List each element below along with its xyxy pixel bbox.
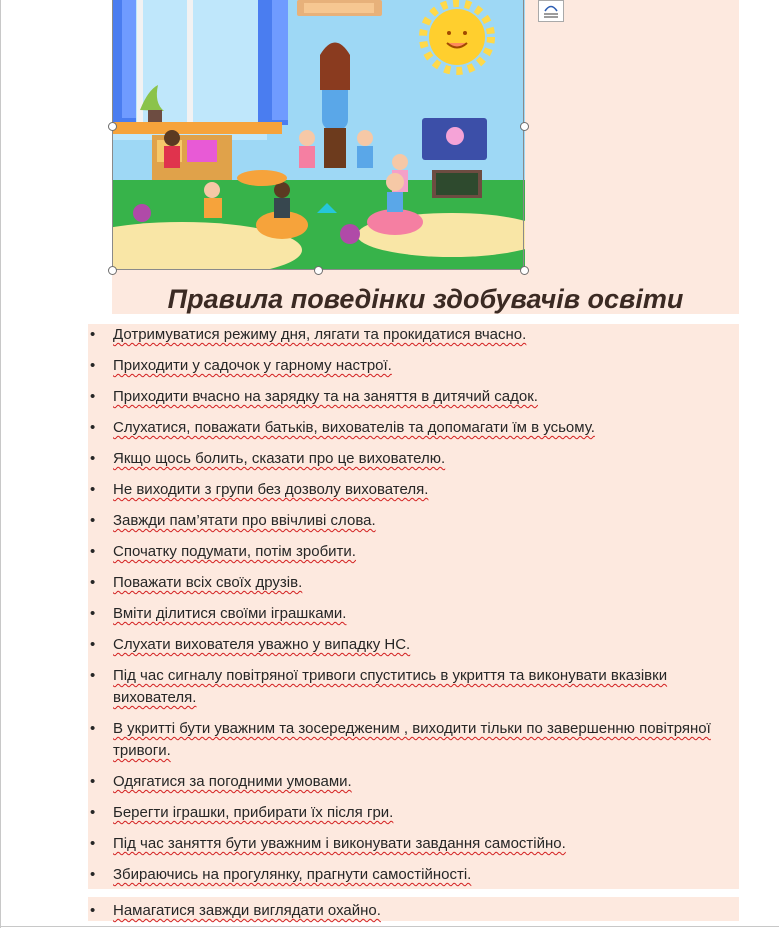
resize-handle-bottom[interactable] (314, 266, 323, 275)
list-item-text: Приходити вчасно на зарядку та на заняття в дитячий садок. (113, 388, 538, 405)
list-item (90, 355, 723, 377)
list-item-text: Намагатися завжди виглядати охайно. (113, 902, 381, 919)
layout-options-button[interactable] (538, 0, 564, 22)
list-item (90, 603, 723, 625)
bullet-icon: • (90, 388, 96, 405)
bullet-icon: • (90, 667, 96, 684)
bullet-icon: • (90, 543, 96, 560)
list-item-text: Поважати всіх своїх друзів. (113, 574, 303, 591)
list-item-text: Під час заняття бути уважним і виконувати завдання самостійно. (113, 835, 566, 852)
page-edge-bottom (0, 926, 779, 927)
list-item (90, 324, 723, 346)
list-item (90, 510, 723, 532)
list-item-text: Вміти ділитися своїми іграшками. (113, 605, 347, 622)
resize-handle-left[interactable] (108, 122, 117, 131)
bullet-icon: • (90, 450, 96, 467)
list-item-text: Під час сигналу повітряної тривоги спуститись в укриття та виконувати вказівки вихователя. (113, 667, 668, 706)
list-item (90, 634, 723, 656)
bullet-icon: • (90, 605, 96, 622)
list-item-text: В укритті бути уважним та зосередженим , виходити тільки по завершенню повітряної тривоги. (113, 720, 711, 759)
bullet-icon: • (90, 481, 96, 498)
list-item (90, 572, 723, 594)
list-item-text: Якщо щось болить, сказати про це вихователю. (113, 450, 446, 467)
list-item (90, 417, 723, 439)
list-item-text: Приходити у садочок у гарному настрої. (113, 357, 392, 374)
list-item (90, 802, 723, 824)
bullet-icon: • (90, 326, 96, 343)
page-title: Правила поведінки здобувачів освіти (167, 284, 684, 314)
resize-handle-bottom-right[interactable] (520, 266, 529, 275)
bullet-icon: • (90, 835, 96, 852)
list-item-text: Спочатку подумати, потім зробити. (113, 543, 356, 560)
list-item (90, 833, 723, 855)
layout-options-icon (539, 1, 563, 21)
bullet-icon: • (90, 357, 96, 374)
list-item (90, 479, 723, 501)
bullet-icon: • (90, 902, 96, 919)
bullet-icon: • (90, 636, 96, 653)
list-item-text: Берегти іграшки, прибирати їх після гри. (113, 804, 394, 821)
bullet-icon: • (90, 866, 96, 883)
list-item (90, 448, 723, 470)
bullet-icon: • (90, 720, 96, 737)
list-item (90, 386, 723, 408)
list-item (90, 665, 723, 709)
page-edge (0, 0, 1, 928)
list-item (90, 541, 723, 563)
resize-handle-right[interactable] (520, 122, 529, 131)
list-item-text: Не виходити з групи без дозволу вихователя. (113, 481, 429, 498)
list-item (90, 718, 723, 762)
bullet-icon: • (90, 804, 96, 821)
list-item-text: Збираючись на прогулянку, прагнути самостійності. (113, 866, 472, 883)
resize-handle-bottom-left[interactable] (108, 266, 117, 275)
rules-list (90, 324, 723, 895)
kindergarten-illustration[interactable] (112, 0, 525, 270)
list-item-text: Завжди пам’ятати про ввічливі слова. (113, 512, 376, 529)
bullet-icon: • (90, 773, 96, 790)
bullet-icon: • (90, 419, 96, 436)
list-item-text: Дотримуватися режиму дня, лягати та прокидатися вчасно. (113, 326, 527, 343)
list-item (90, 771, 723, 793)
bullet-icon: • (90, 574, 96, 591)
list-item-text: Одягатися за погодними умовами. (113, 773, 352, 790)
bullet-icon: • (90, 512, 96, 529)
list-item (90, 864, 723, 886)
list-item-text: Слухатися, поважати батьків, вихователів та допомагати їм в усьому. (113, 419, 595, 436)
list-item (90, 900, 723, 922)
list-item-text: Слухати вихователя уважно у випадку НС. (113, 636, 411, 653)
